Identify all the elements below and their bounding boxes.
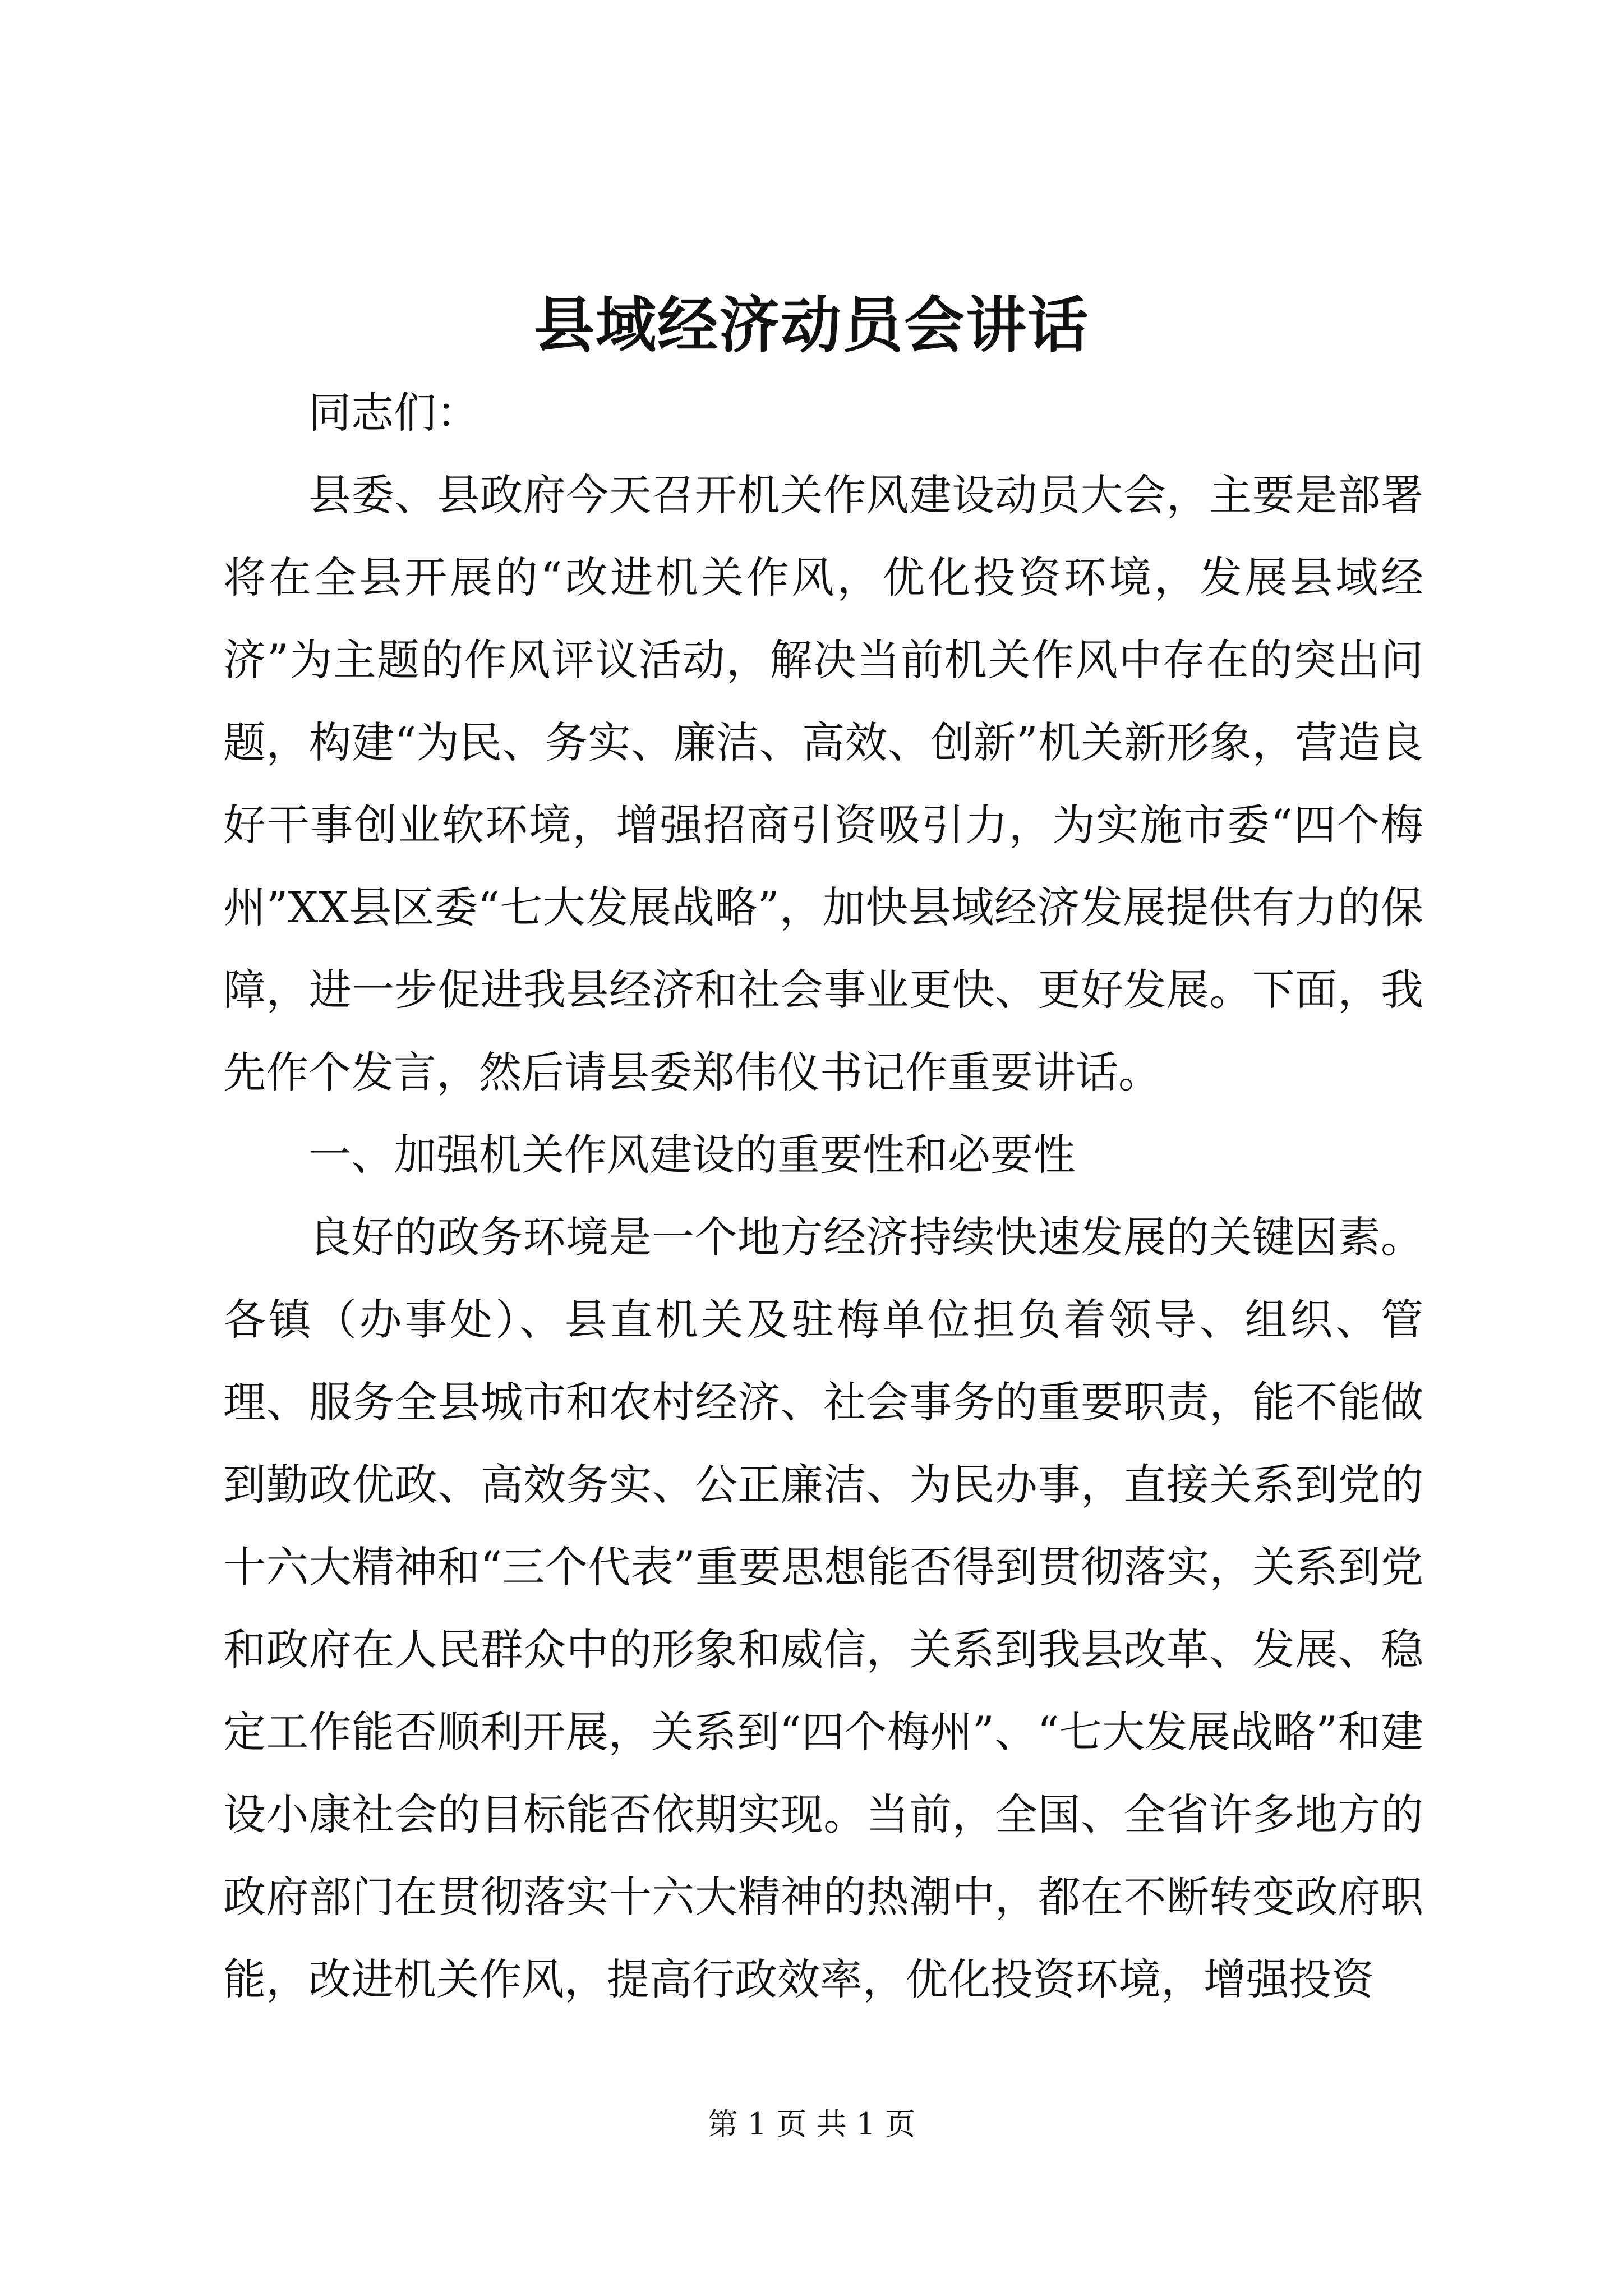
salutation: 同志们：: [308, 388, 479, 438]
document-title: 县域经济动员会讲话: [533, 290, 1089, 361]
document-body: [223, 371, 1423, 2021]
page-number-footer: 第 1 页 共 1 页: [707, 2106, 916, 2142]
paragraph-section-1: 良好的政务环境是一个地方经济持续快速发展的关键因素。各镇（办事处）、县直机关及驻梅单位担负着领导、组织、管理、服务全县城市和农村经济、社会事务的重要职责，能不能做到勤政优政、高效务实、公正廉洁、为民办事，直接关系到党的十六大精神和“三个代表”重要思想能否得到贯彻落实，关系到党和政府在人民群众中的形象和威信，关系到我县改革、发展、稳定工作能否顺利开展，关系到“四个梅州”、“七大发展战略”和建设小康社会的目标能否依期实现。当前，全国、全省许多地方的政府部门在贯彻落实十六大精神的热潮中，都在不断转变政府职能，改进机关作风，提高行政效率，优化投资环境，增强投资: [223, 1212, 1423, 2004]
section-heading-1: 一、加强机关作风建设的重要性和必要性: [308, 1130, 1076, 1180]
paragraph-intro: 县委、县政府今天召开机关作风建设动员大会，主要是部署将在全县开展的“改进机关作风，优化投资环境，发展县域经济”为主题的作风评议活动，解决当前机关作风中存在的突出问题，构建“为民、务实、廉洁、高效、创新”机关新形象，营造良好干事创业软环境，增强招商引资吸引力，为实施市委“四个梅州”XX县区委“七大发展战略”，加快县域经济发展提供有力的保障，进一步促进我县经济和社会事业更快、更好发展。下面，我先作个发言，然后请县委郑伟仪书记作重要讲话。: [223, 470, 1423, 1097]
